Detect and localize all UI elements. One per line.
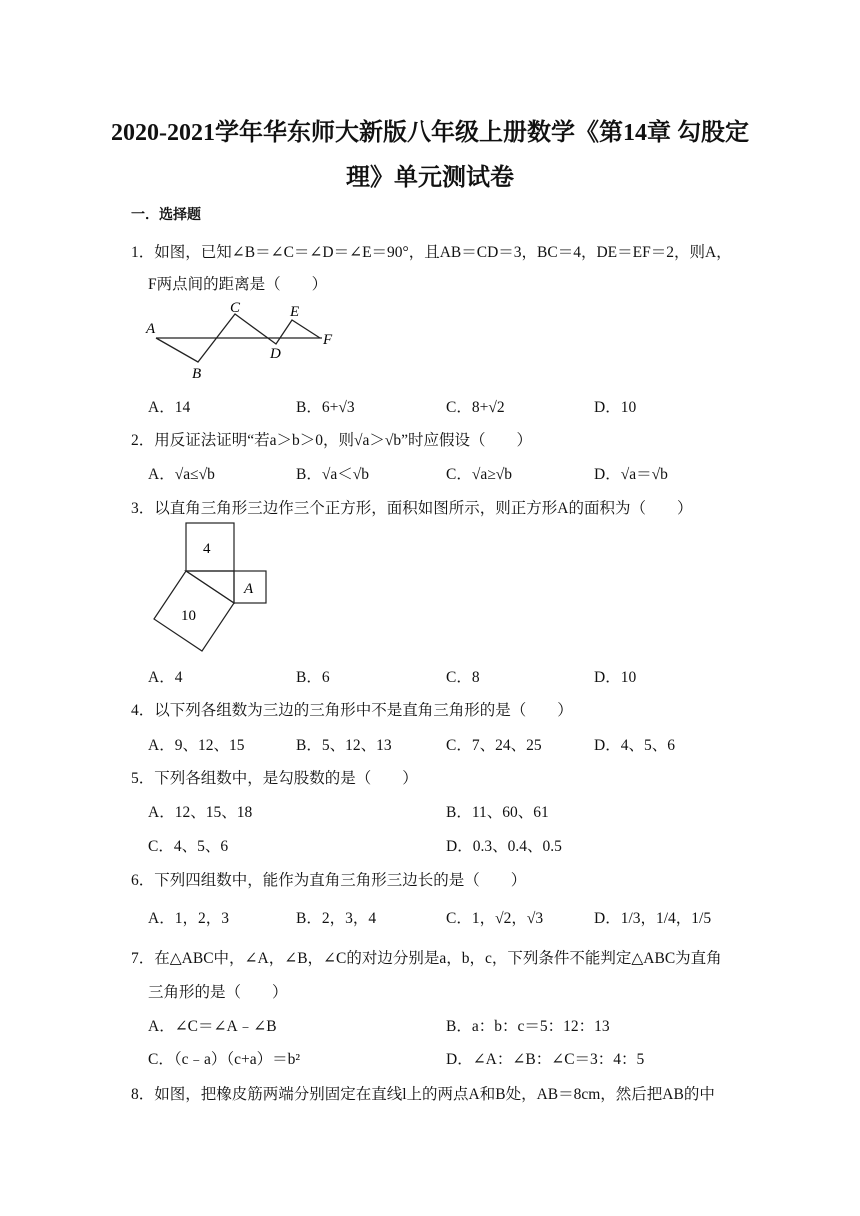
q6-option-c[interactable]: C．1，√2，√3 <box>446 910 544 927</box>
question-6-stem: 6．下列四组数中，能作为直角三角形三边长的是（ ） <box>131 872 527 889</box>
q4-option-d[interactable]: D．4、5、6 <box>594 737 675 754</box>
q2-option-c[interactable]: C．√a≥√b <box>446 466 512 483</box>
section-heading: 一．选择题 <box>131 208 201 223</box>
q7-option-a[interactable]: A．∠C＝∠A﹣∠B <box>148 1018 277 1035</box>
question-1-figure <box>140 298 340 382</box>
q5-option-a[interactable]: A．12、15、18 <box>148 804 253 821</box>
question-7-line-2: 三角形的是（ ） <box>148 984 288 1001</box>
q7-option-b[interactable]: B．a：b：c＝5：12：13 <box>446 1018 610 1035</box>
q7-option-c[interactable]: C．（c﹣a）（c+a）＝b² <box>148 1051 300 1068</box>
fig1-label-d: D <box>270 346 281 362</box>
fig1-label-b: B <box>192 366 202 382</box>
q2-option-d[interactable]: D．√a＝√b <box>594 466 668 483</box>
q4-option-a[interactable]: A．9、12、15 <box>148 737 245 754</box>
question-8-line-1: 8．如图，把橡皮筋两端分别固定在直线l上的两点A和B处，AB＝8cm，然后把AB的中 <box>131 1086 715 1103</box>
q3-option-c[interactable]: C．8 <box>446 669 480 686</box>
fig1-label-f: F <box>323 332 333 348</box>
title-line-2: 理》单元测试卷 <box>346 165 514 191</box>
fig1-label-a: A <box>146 321 156 337</box>
q1-option-a[interactable]: A．14 <box>148 399 191 416</box>
q3-option-d[interactable]: D．10 <box>594 669 637 686</box>
question-1-line-2: F两点间的距离是（ ） <box>148 276 328 293</box>
q1-option-d[interactable]: D．10 <box>594 399 637 416</box>
q3-option-b[interactable]: B．6 <box>296 669 330 686</box>
q6-option-b[interactable]: B．2，3，4 <box>296 910 377 927</box>
q6-option-a[interactable]: A．1，2，3 <box>148 910 229 927</box>
fig3-label-a: A <box>244 581 254 597</box>
question-5-stem: 5．下列各组数中，是勾股数的是（ ） <box>131 770 418 787</box>
q1-option-b[interactable]: B．6+√3 <box>296 399 355 416</box>
q5-option-c[interactable]: C．4、5、6 <box>148 838 229 855</box>
fig1-label-c: C <box>230 300 241 316</box>
q1-option-c[interactable]: C．8+√2 <box>446 399 505 416</box>
q7-option-d[interactable]: D．∠A：∠B：∠C＝3：4：5 <box>446 1051 645 1068</box>
fig1-label-e: E <box>290 304 300 320</box>
question-3-figure <box>146 520 274 652</box>
q4-option-b[interactable]: B．5、12、13 <box>296 737 392 754</box>
q2-option-b[interactable]: B．√a＜√b <box>296 466 369 483</box>
question-3-stem: 3．以直角三角形三边作三个正方形，面积如图所示，则正方形A的面积为（ ） <box>131 500 693 517</box>
q5-option-b[interactable]: B．11、60、61 <box>446 804 549 821</box>
question-2-stem: 2．用反证法证明“若a＞b＞0，则√a＞√b”时应假设（ ） <box>131 432 533 449</box>
q2-option-a[interactable]: A．√a≤√b <box>148 466 215 483</box>
q5-option-d[interactable]: D．0.3、0.4、0.5 <box>446 838 562 855</box>
q3-option-a[interactable]: A．4 <box>148 669 183 686</box>
title-line-1: 2020-2021学年华东师大新版八年级上册数学《第14章 勾股定 <box>111 120 749 146</box>
fig3-label-4: 4 <box>203 541 211 557</box>
q6-option-d[interactable]: D．1/3，1/4，1/5 <box>594 910 712 927</box>
q4-option-c[interactable]: C．7、24、25 <box>446 737 542 754</box>
fig3-label-10: 10 <box>181 608 196 624</box>
question-7-line-1: 7．在△ABC中，∠A，∠B，∠C的对边分别是a，b，c，下列条件不能判定△ABC为直角 <box>131 950 722 967</box>
question-1-line-1: 1．如图，已知∠B＝∠C＝∠D＝∠E＝90°，且AB＝CD＝3，BC＝4，DE＝EF＝2，则A， <box>131 244 732 261</box>
question-4-stem: 4．以下列各组数为三边的三角形中不是直角三角形的是（ ） <box>131 702 573 719</box>
